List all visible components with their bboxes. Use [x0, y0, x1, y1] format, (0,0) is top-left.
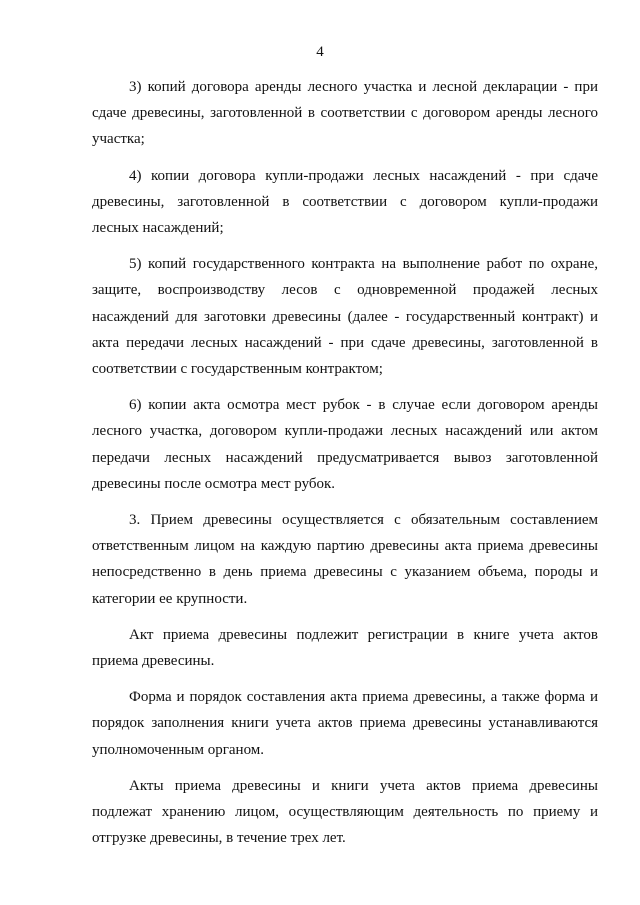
- text-line: Форма и порядок составления акта приема древесины, а также форма и: [129, 689, 598, 706]
- text-line: уполномоченным органом.: [92, 741, 265, 758]
- text-line: сдаче древесины, заготовленной в соответствии с договором аренды лесного: [92, 105, 598, 122]
- text-line: 6) копии акта осмотра мест рубок - в случае если договором аренды: [129, 397, 598, 414]
- text-line: передачи лесных насаждений предусматривается вывоз заготовленной: [92, 449, 598, 466]
- text-line: порядок заполнения книги учета актов приема древесины устанавливаются: [92, 715, 598, 732]
- text-line: Акт приема древесины подлежит регистрации в книге учета актов: [129, 626, 598, 643]
- text-line: ответственным лицом на каждую партию древесины акта приема древесины: [92, 538, 598, 555]
- text-line: категории ее крупности.: [92, 590, 248, 607]
- text-line: 3. Прием древесины осуществляется с обязательным составлением: [129, 512, 598, 529]
- text-line: лесных насаждений;: [92, 220, 224, 237]
- text-line: 5) копий государственного контракта на выполнение работ по охране,: [129, 256, 598, 273]
- text-line: 4) копии договора купли-продажи лесных насаждений - при сдаче: [129, 167, 598, 184]
- text-line: участка;: [92, 131, 145, 148]
- text-line: соответствии с государственным контрактом;: [92, 361, 383, 378]
- text-line: защите, воспроизводству лесов с одновременной продажей лесных: [92, 282, 598, 299]
- text-line: древесины, заготовленной в соответствии с договором купли-продажи: [92, 193, 598, 210]
- text-line: подлежат хранению лицом, осуществляющим деятельность по приему и: [92, 804, 598, 821]
- paragraph-storage: [92, 773, 598, 852]
- paragraph-item-5: [92, 251, 598, 382]
- text-line: отгрузке древесины, в течение трех лет.: [92, 830, 346, 847]
- paragraph-form-procedure: [92, 684, 598, 763]
- text-line: приема древесины.: [92, 653, 215, 670]
- paragraph-item-6: [92, 392, 598, 497]
- text-line: древесины после осмотра мест рубок.: [92, 475, 336, 492]
- text-line: насаждений для заготовки древесины (далее - государственный контракт) и: [92, 308, 598, 325]
- paragraph-item-4: [92, 163, 598, 242]
- text-line: непосредственно в день приема древесины с указанием объема, породы и: [92, 564, 598, 581]
- text-line: акта передачи лесных насаждений - при сдаче древесины, заготовленной в: [92, 334, 598, 351]
- text-line: лесного участка, договором купли-продажи лесных насаждений или актом: [92, 423, 598, 440]
- paragraph-item-3: [92, 74, 598, 153]
- text-line: Акты приема древесины и книги учета актов приема древесины: [129, 777, 598, 794]
- paragraph-registration: [92, 622, 598, 674]
- text-line: 3) копий договора аренды лесного участка и лесной декларации - при: [129, 79, 598, 95]
- page-number: 4: [316, 44, 324, 60]
- document-body: [92, 74, 598, 851]
- paragraph-clause-3: [92, 507, 598, 612]
